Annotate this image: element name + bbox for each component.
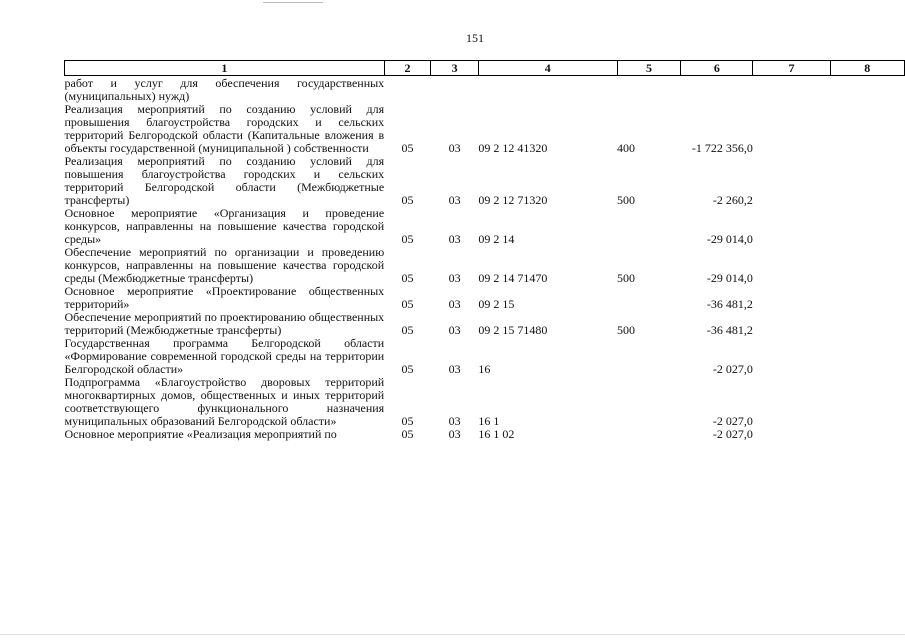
table-row bbox=[65, 246, 905, 285]
row-col-8 bbox=[830, 311, 904, 337]
row-csr: 16 1 bbox=[478, 414, 500, 428]
row-rz: 05 bbox=[401, 141, 414, 155]
header-col-5: 5 bbox=[617, 61, 681, 76]
row-col-8 bbox=[830, 376, 904, 428]
row-rz: 05 bbox=[401, 232, 414, 246]
row-col-7 bbox=[753, 285, 830, 311]
header-col-2: 2 bbox=[384, 61, 431, 76]
row-rz: 05 bbox=[401, 323, 414, 337]
table-row bbox=[65, 103, 905, 155]
row-col-7 bbox=[753, 155, 830, 207]
row-csr: 16 bbox=[478, 362, 491, 376]
row-col-8 bbox=[830, 207, 904, 246]
row-amount: -2 027,0 bbox=[712, 362, 753, 376]
row-pr: 03 bbox=[448, 271, 461, 285]
row-col-7 bbox=[753, 428, 830, 441]
row-csr: 09 2 12 41320 bbox=[478, 141, 548, 155]
row-col-7 bbox=[753, 311, 830, 337]
row-amount: -36 481,2 bbox=[706, 297, 753, 311]
row-amount: -29 014,0 bbox=[706, 271, 753, 285]
row-amount bbox=[681, 76, 753, 104]
row-col-8 bbox=[830, 246, 904, 285]
row-csr: 09 2 14 bbox=[478, 232, 515, 246]
row-description: Реализация мероприятий по созданию условий для провышения благоустройства городских и сельских территорий Белгородской области (Капитальные вложения в объекты государственной (муниципальной ) собственности bbox=[64, 102, 385, 155]
row-description: Обеспечение мероприятий по организации и проведению конкурсов, направленны на повышение качества городской среды (Межбюджетные трансферты) bbox=[64, 245, 385, 285]
row-rz: 05 bbox=[401, 297, 414, 311]
table-row bbox=[65, 311, 905, 337]
row-description: Государственная программа Белгородской области «Формирование современной городской среды на территории Белгородской области» bbox=[64, 336, 385, 376]
table-row bbox=[65, 376, 905, 428]
row-description: Основное мероприятие «Проектирование общественных территорий» bbox=[64, 284, 385, 311]
row-pr bbox=[431, 76, 479, 104]
table-row bbox=[65, 207, 905, 246]
row-csr bbox=[478, 76, 617, 104]
row-rz: 05 bbox=[401, 193, 414, 207]
row-csr: 16 1 02 bbox=[478, 427, 515, 441]
row-description: Подпрограмма «Благоустройство дворовых территорий многоквартирных домов, общественных и иных территорий соответствующего функционального назначения муниципальных образований Белгородской области» bbox=[64, 375, 385, 428]
scan-mark bbox=[0, 634, 905, 635]
row-col-7 bbox=[753, 337, 830, 376]
row-pr: 03 bbox=[448, 297, 461, 311]
row-rz: 05 bbox=[401, 362, 414, 376]
row-col-7 bbox=[753, 246, 830, 285]
row-col-8 bbox=[830, 76, 904, 104]
row-rz: 05 bbox=[401, 427, 414, 441]
table-row bbox=[65, 337, 905, 376]
row-col-7 bbox=[753, 76, 830, 104]
row-col-7 bbox=[753, 103, 830, 155]
row-col-7 bbox=[753, 207, 830, 246]
row-amount: -36 481,2 bbox=[706, 323, 753, 337]
row-rz bbox=[384, 76, 431, 104]
row-pr: 03 bbox=[448, 323, 461, 337]
row-description: работ и услуг для обеспечения государственных (муниципальных) нужд) bbox=[64, 76, 385, 103]
page-number: 151 bbox=[466, 31, 484, 45]
header-col-8: 8 bbox=[830, 61, 904, 76]
row-description: Основное мероприятие «Организация и проведение конкурсов, направленны на повышение качества городской среды» bbox=[64, 206, 385, 246]
row-vr bbox=[617, 376, 681, 428]
budget-table bbox=[64, 60, 905, 441]
row-pr: 03 bbox=[448, 414, 461, 428]
row-vr bbox=[617, 207, 681, 246]
header-row bbox=[65, 61, 905, 76]
row-description: Обеспечение мероприятий по проектированию общественных территорий (Межбюджетные трансферты) bbox=[64, 310, 385, 337]
row-col-8 bbox=[830, 337, 904, 376]
row-csr: 09 2 15 bbox=[478, 297, 515, 311]
row-pr: 03 bbox=[448, 232, 461, 246]
row-col-7 bbox=[753, 376, 830, 428]
table-row bbox=[65, 155, 905, 207]
row-col-8 bbox=[830, 428, 904, 441]
table-row bbox=[65, 428, 905, 441]
row-pr: 03 bbox=[448, 427, 461, 441]
header-col-1: 1 bbox=[65, 61, 385, 76]
row-amount: -29 014,0 bbox=[706, 232, 753, 246]
header-col-7: 7 bbox=[753, 61, 830, 76]
row-amount: -1 722 356,0 bbox=[691, 141, 753, 155]
row-vr: 500 bbox=[617, 271, 636, 285]
header-col-3: 3 bbox=[431, 61, 479, 76]
row-col-8 bbox=[830, 155, 904, 207]
row-amount: -2 027,0 bbox=[712, 414, 753, 428]
row-csr: 09 2 15 71480 bbox=[478, 323, 548, 337]
row-csr: 09 2 12 71320 bbox=[478, 193, 548, 207]
row-pr: 03 bbox=[448, 362, 461, 376]
row-rz: 05 bbox=[401, 414, 414, 428]
header-col-6: 6 bbox=[681, 61, 753, 76]
row-vr: 400 bbox=[617, 141, 636, 155]
row-description: Реализация мероприятий по созданию условий для повышения благоустройства городских и сельских территорий Белгородской области (Межбюджетные трансферты) bbox=[64, 154, 385, 207]
row-vr bbox=[617, 76, 681, 104]
row-description: Основное мероприятие «Реализация мероприятий по bbox=[64, 427, 337, 441]
row-amount: -2 027,0 bbox=[712, 427, 753, 441]
table-row bbox=[65, 76, 905, 104]
row-vr bbox=[617, 428, 681, 441]
row-csr: 09 2 14 71470 bbox=[478, 271, 548, 285]
header-col-4: 4 bbox=[478, 61, 617, 76]
row-rz: 05 bbox=[401, 271, 414, 285]
table-row bbox=[65, 285, 905, 311]
row-col-8 bbox=[830, 103, 904, 155]
row-col-8 bbox=[830, 285, 904, 311]
row-vr: 500 bbox=[617, 323, 636, 337]
row-vr bbox=[617, 337, 681, 376]
scan-mark bbox=[263, 2, 323, 3]
row-vr: 500 bbox=[617, 193, 636, 207]
row-vr bbox=[617, 285, 681, 311]
row-pr: 03 bbox=[448, 141, 461, 155]
row-amount: -2 260,2 bbox=[712, 193, 753, 207]
row-pr: 03 bbox=[448, 193, 461, 207]
